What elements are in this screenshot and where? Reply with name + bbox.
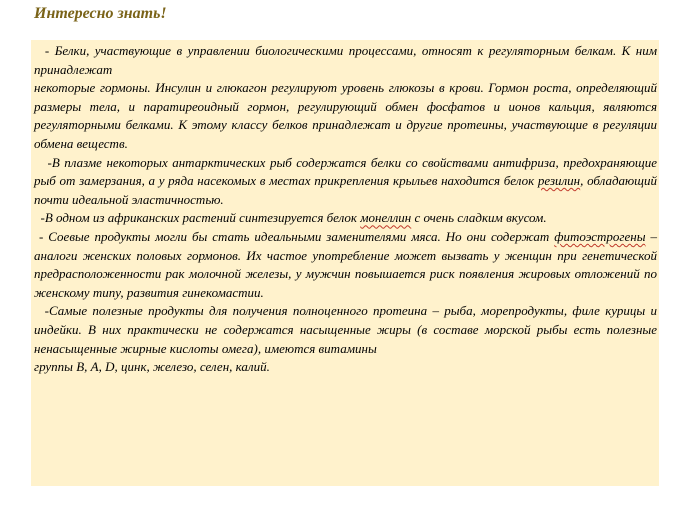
page-title: Интересно знать!	[34, 5, 167, 22]
info-box	[31, 40, 659, 486]
paragraph-soy-products	[34, 228, 661, 302]
paragraph-text: - Белки, участвующие в управлении биологическими процессами, относят к регуляторным белкам. К ним принадлежат	[34, 43, 661, 77]
paragraph-text: , обладающий почти идеальной эластичностью.	[34, 173, 661, 207]
paragraph-text: -В одном из африканских растений синтезируется белок	[34, 210, 361, 226]
paragraph-vitamins-line: группы В, А, D, цинк, железо, селен, калий.	[34, 359, 270, 375]
paragraph-text: – аналоги женских половых гормонов. Их частое употребление может вызвать у женщин при генетической предрасположенности рак молочной железы, у мужчин повышается риск появления жировых отложений по женскому типу, развития гинекомастии.	[34, 228, 661, 300]
paragraph-text: - Соевые продукты могли бы стать идеальными заменителями мяса. Но они содержат	[34, 228, 555, 244]
term-resilin: резилин	[537, 173, 581, 189]
paragraph-protein-sources	[34, 302, 661, 358]
paragraph-antifreeze-proteins	[34, 154, 661, 210]
paragraph-sweet-protein	[34, 209, 657, 228]
term-monellin: монеллин	[360, 210, 412, 226]
paragraph-text: некоторые гормоны. Инсулин и глюкагон регулируют уровень глюкозы в крови. Гормон роста, определяющий размеры тела, и паратиреоидный гормон, регулирующий обмен фосфатов и ионов кальция, являются регуляторными белками. К этому классу белков принадлежат и другие протеины, участвующие в регуляции обмена веществ.	[34, 80, 661, 151]
term-phytoestrogens: фитоэстрогены	[554, 228, 646, 244]
paragraph-text: -В плазме некоторых антарктических рыб содержатся белки со свойствами антифриза, предохраняющие рыб от замерзания, а у ряда насекомых в местах прикрепления крыльев находится белок	[34, 154, 661, 189]
paragraph-text: -Самые полезные продукты для получения полноценного протеина – рыба, морепродукты, филе курицы и индейки. В них практически не содержатся насыщенные жиры (в составе морской рыбы есть полезные ненасыщенные жирные кислоты омега), имеются витамины	[34, 303, 661, 356]
paragraph-regulatory-proteins	[34, 42, 661, 154]
paragraph-text: с очень сладким вкусом.	[411, 210, 547, 226]
